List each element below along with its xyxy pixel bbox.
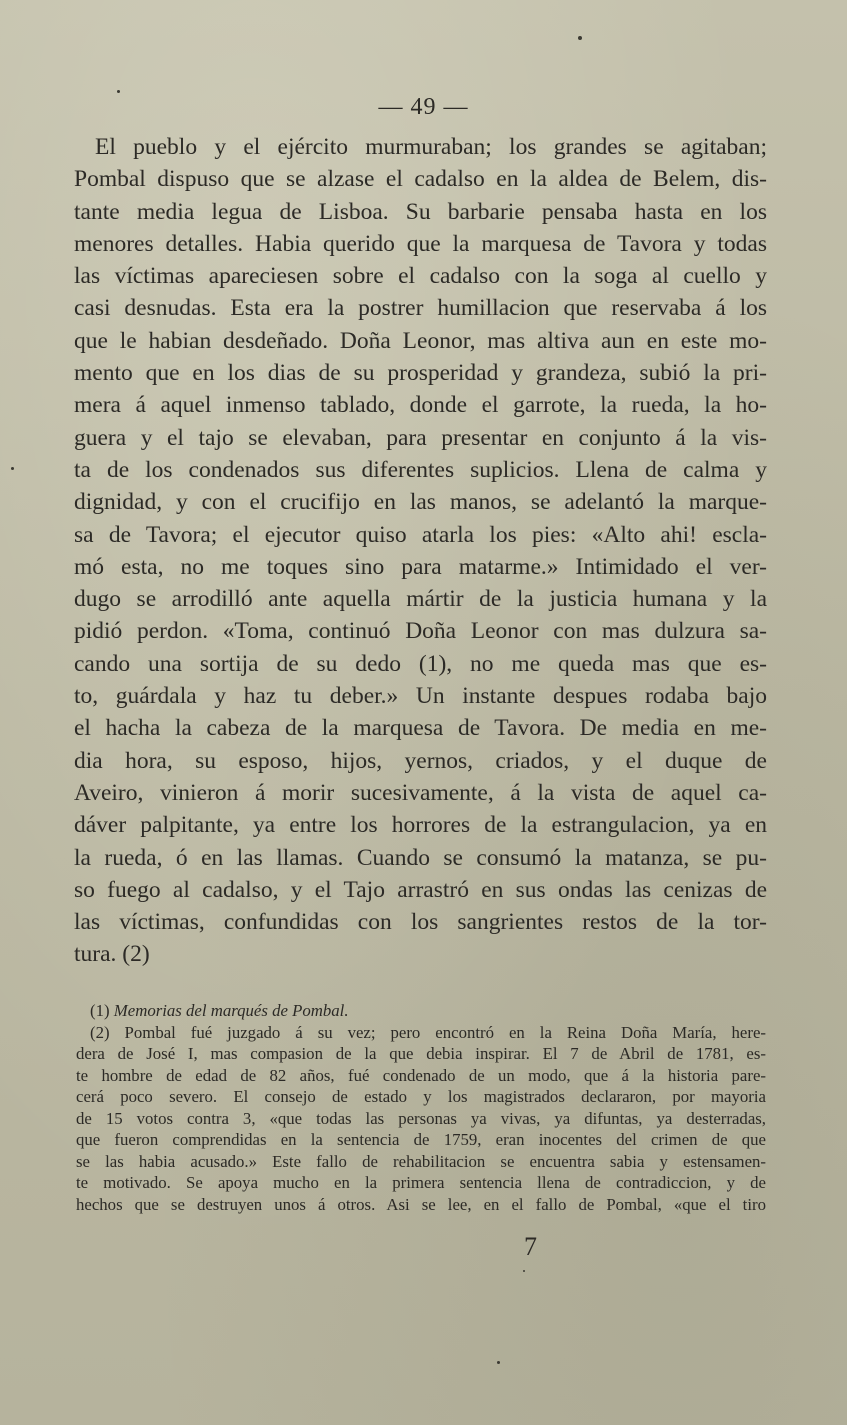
text-line: dáver palpitante, ya entre los horrores de la estrangulacion, ya en xyxy=(74,812,767,839)
paper-speck xyxy=(117,90,120,93)
text-line: las víctimas, confundidas con los sangrientes restos de la tor- xyxy=(74,909,767,936)
text-line: que le habian desdeñado. Doña Leonor, mas altiva aun en este mo- xyxy=(74,327,767,354)
text-line: Pombal dispuso que se alzase el cadalso en la aldea de Belem, dis- xyxy=(74,166,767,193)
footnote-2-line: cerá poco severo. El consejo de estado y los magistrados declararon, por mayoria xyxy=(76,1087,766,1106)
footnote-2-line: hechos que se destruyen unos á otros. Asi se lee, en el fallo de Pombal, «que el tiro xyxy=(76,1194,766,1214)
footnote-1-marker: (1) xyxy=(90,1001,110,1020)
text-line: el hacha la cabeza de la marquesa de Tavora. De media en me- xyxy=(74,715,767,742)
footnote-2-line: dera de José I, mas compasion de la que debia inspirar. El 7 de Abril de 1781, es- xyxy=(76,1044,766,1063)
text-line: dia hora, su esposo, hijos, yernos, criados, y el duque de xyxy=(74,747,767,774)
text-line: dignidad, y con el crucifijo en las manos, se adelantó la marque- xyxy=(74,489,767,516)
text-line: tura. (2) xyxy=(74,941,150,968)
text-line: ta de los condenados sus diferentes suplicios. Llena de calma y xyxy=(74,456,767,483)
text-line: mera á aquel inmenso tablado, donde el garrote, la rueda, la ho- xyxy=(74,392,767,419)
paper-speck xyxy=(578,36,582,40)
text-line: mento que en los dias de su prosperidad y grandeza, subió la pri- xyxy=(74,360,767,387)
text-line: so fuego al cadalso, y el Tajo arrastró en sus ondas las cenizas de xyxy=(74,876,767,903)
footnote-1 xyxy=(76,1000,766,1022)
paper-speck xyxy=(523,1270,525,1272)
footnote-2-line: te hombre de edad de 82 años, fué condenado de un modo, que á la historia pare- xyxy=(76,1065,766,1085)
signature-mark: 7 xyxy=(524,1232,537,1261)
text-line: la rueda, ó en las llamas. Cuando se consumó la matanza, se pu- xyxy=(74,844,767,871)
text-line: sa de Tavora; el ejecutor quiso atarla los pies: «Alto ahi! escla- xyxy=(74,521,767,548)
text-line: las víctimas apareciesen sobre el cadalso con la soga al cuello y xyxy=(74,263,767,290)
text-line: El pueblo y el ejército murmuraban; los grandes se agitaban; xyxy=(95,134,767,160)
text-line: menores detalles. Habia querido que la marquesa de Tavora y todas xyxy=(74,230,767,257)
text-line: guera y el tajo se elevaban, para presentar en conjunto á la vis- xyxy=(74,424,767,451)
paper-speck xyxy=(11,467,14,470)
footnote-2-line: se las habia acusado.» Este fallo de rehabilitacion se encuentra sabia y estensamen- xyxy=(76,1151,766,1171)
page-number: — 49 — xyxy=(378,94,469,120)
text-line: cando una sortija de su dedo (1), no me queda mas que es- xyxy=(74,650,767,677)
text-line: Aveiro, vinieron á morir sucesivamente, á la vista de aquel ca- xyxy=(74,779,767,806)
text-line: casi desnudas. Esta era la postrer humillacion que reservaba á los xyxy=(74,295,767,322)
text-line: dugo se arrodilló ante aquella mártir de la justicia humana y la xyxy=(74,586,767,613)
footnote-1-text: Memorias del marqués de Pombal. xyxy=(113,1001,349,1020)
footnote-2-line: (2) Pombal fué juzgado á su vez; pero encontró en la Reina Doña María, here- xyxy=(90,1022,766,1042)
text-line: tante media legua de Lisboa. Su barbarie pensaba hasta en los xyxy=(74,198,767,225)
main-paragraph xyxy=(74,131,767,971)
footnote-2-line: de 15 votos contra 3, «que todas las personas ya vivas, ya difuntas, ya desterradas, xyxy=(76,1108,766,1128)
footnote-2-line: que fueron comprendidas en la sentencia de 1759, eran inocentes del crimen de que xyxy=(76,1130,766,1149)
footnotes xyxy=(76,1000,766,1215)
text-line: mó esta, no me toques sino para matarme.» Intimidado el ver- xyxy=(74,553,767,580)
text-line: pidió perdon. «Toma, continuó Doña Leonor con mas dulzura sa- xyxy=(74,618,767,645)
text-line: to, guárdala y haz tu deber.» Un instante despues rodaba bajo xyxy=(74,683,767,710)
footnote-2-line: te motivado. Se apoya mucho en la primera sentencia llena de contradiccion, y de xyxy=(76,1173,766,1192)
paper-speck xyxy=(497,1361,500,1364)
